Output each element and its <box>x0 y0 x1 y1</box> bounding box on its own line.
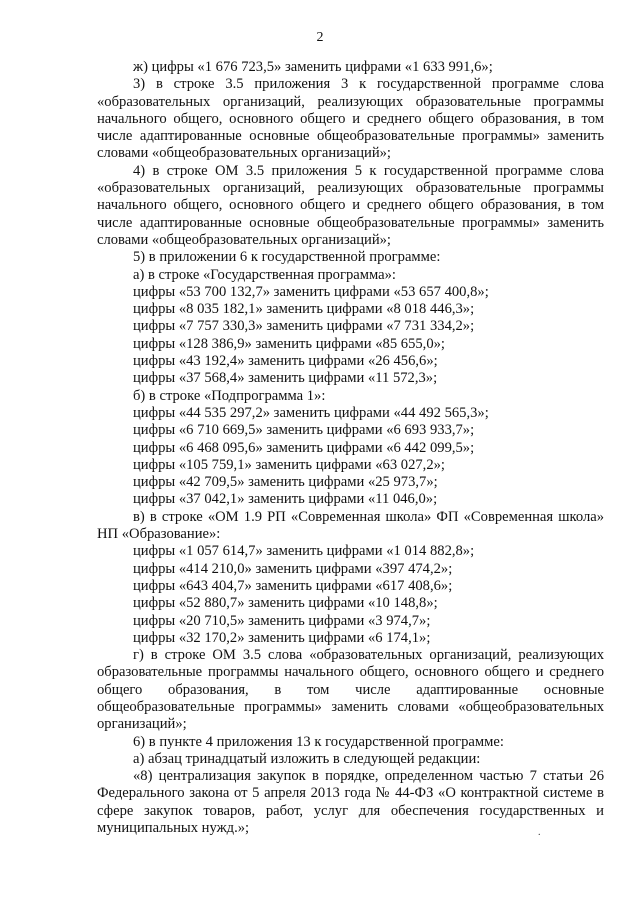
figure-replacement-line: цифры «20 710,5» заменить цифрами «3 974,7»; <box>133 612 431 629</box>
figure-replacement-line: цифры «43 192,4» заменить цифрами «26 456,6»; <box>133 353 438 370</box>
figure-replacement-line: цифры «6 468 095,6» заменить цифрами «6 442 099,5»; <box>133 439 475 456</box>
figure-replacement-line: цифры «32 170,2» заменить цифрами «6 174,1»; <box>133 629 431 646</box>
paragraph-amendment-zh: ж) цифры «1 676 723,5» заменить цифрами «1 633 991,6»; <box>133 59 493 75</box>
figure-replacement-line: цифры «42 709,5» заменить цифрами «25 973,7»; <box>133 474 438 491</box>
paragraph-subitem-a-2: а) абзац тринадцатый изложить в следующей редакции: <box>133 750 481 767</box>
paragraph-item-3: 3) в строке 3.5 приложения 3 к государственной программе слова «образовательных организаций, реализующих образовательные программы начального общего, основного общего и среднего общего образования, в том числе адаптированные основные общеобразовательные программы» заменить словами «общеобразовательных организаций»; <box>97 76 604 162</box>
figure-replacement-line: цифры «105 759,1» заменить цифрами «63 027,2»; <box>133 456 445 473</box>
figure-replacement-line: цифры «128 386,9» заменить цифрами «85 655,0»; <box>133 335 445 352</box>
figure-replacement-line: цифры «7 757 330,3» заменить цифрами «7 731 334,2»; <box>133 318 475 335</box>
paragraph-new-wording: «8) централизация закупок в порядке, определенном частью 7 статьи 26 Федерального закона от 5 апреля 2013 года № 44-ФЗ «О контрактной системе в сфере закупок товаров, работ, услуг для обеспечения государственных и муниципальных нужд.»; <box>97 768 604 837</box>
scan-speck: . <box>538 827 541 838</box>
figure-replacement-line: цифры «414 210,0» заменить цифрами «397 474,2»; <box>133 560 453 577</box>
figure-replacement-line: цифры «643 404,7» заменить цифрами «617 408,6»; <box>133 577 453 594</box>
figure-replacement-line: цифры «6 710 669,5» заменить цифрами «6 693 933,7»; <box>133 422 475 439</box>
document-body <box>97 59 604 837</box>
paragraph-subitem-g: г) в строке ОМ 3.5 слова «образовательных организаций, реализующих образовательные программы начального общего, основного общего и среднего общего образования, в том числе адаптированные основные общеобразовательные программы» заменить словами «общеобразовательных организаций»; <box>97 647 604 733</box>
paragraph-subitem-b: б) в строке «Подпрограмма 1»: <box>133 387 326 404</box>
paragraph-item-6: 6) в пункте 4 приложения 13 к государственной программе: <box>133 733 504 750</box>
figure-replacement-line: цифры «1 057 614,7» заменить цифрами «1 014 882,8»; <box>133 543 475 560</box>
paragraph-subitem-a: а) в строке «Государственная программа»: <box>133 266 396 283</box>
figure-replacement-line: цифры «8 035 182,1» заменить цифрами «8 018 446,3»; <box>133 301 475 318</box>
figure-replacement-line: цифры «37 568,4» заменить цифрами «11 572,3»; <box>133 370 438 387</box>
paragraph-item-5: 5) в приложении 6 к государственной программе: <box>133 249 441 266</box>
paragraph-item-4: 4) в строке ОМ 3.5 приложения 5 к государственной программе слова «образовательных организаций, реализующих образовательные программы начального общего, основного общего и среднего общего образования, в том числе адаптированные основные общеобразовательные программы» заменить словами «общеобразовательных организаций»; <box>97 162 604 248</box>
figure-replacement-line: цифры «53 700 132,7» заменить цифрами «53 657 400,8»; <box>133 283 489 300</box>
paragraph-subitem-v: в) в строке «ОМ 1.9 РП «Современная школа» ФП «Современная школа» НП «Образование»: <box>97 508 604 543</box>
figure-replacement-line: цифры «52 880,7» заменить цифрами «10 148,8»; <box>133 595 438 612</box>
page-number: 2 <box>316 30 324 45</box>
figure-replacement-line: цифры «44 535 297,2» заменить цифрами «44 492 565,3»; <box>133 404 489 421</box>
figure-replacement-line: цифры «37 042,1» заменить цифрами «11 046,0»; <box>133 491 438 508</box>
